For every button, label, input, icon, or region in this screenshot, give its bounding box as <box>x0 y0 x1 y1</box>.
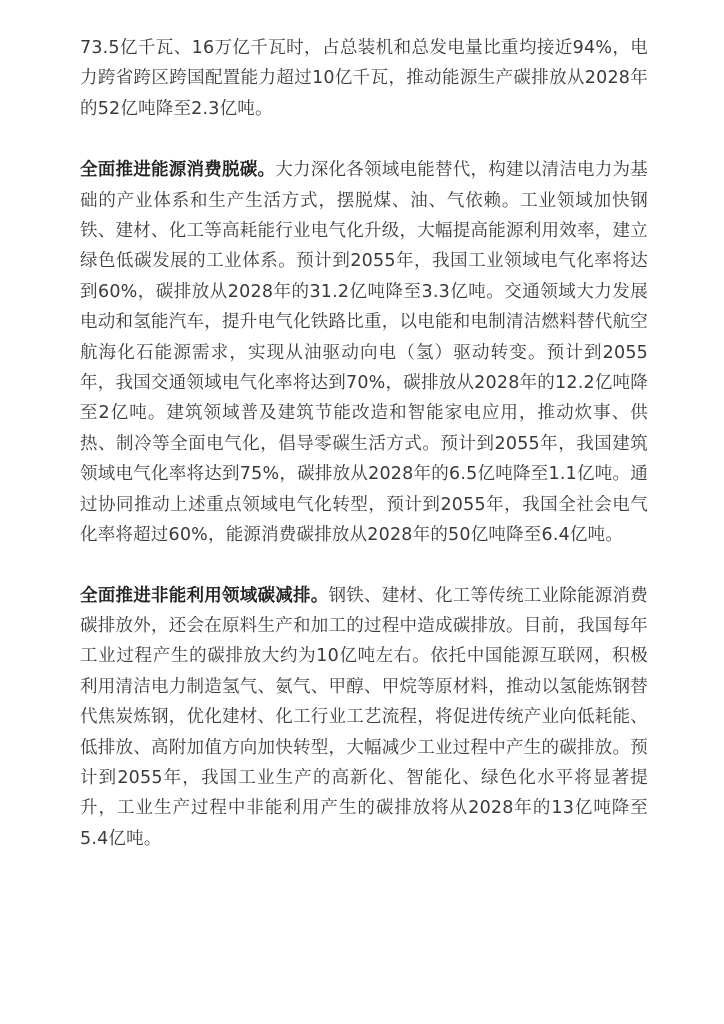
paragraph-text: 73.5亿千瓦、16万亿千瓦时，占总装机和总发电量比重均接近94%，电力跨省跨区跨国配置能力超过10亿千瓦，推动能源生产碳排放从2028年的52亿吨降至2.3亿吨。 <box>80 38 648 119</box>
paragraph-energy-production <box>80 33 648 124</box>
paragraph-text: 钢铁、建材、化工等传统工业除能源消费碳排放外，还会在原料生产和加工的过程中造成碳排放。目前，我国每年工业过程产生的碳排放大约为10亿吨左右。依托中国能源互联网，积极利用清洁电力制造氢气、氨气、甲醇、甲烷等原材料，推动以氢能炼钢替代焦炭炼钢，优化建材、化工行业工艺流程，将促进传统产业向低耗能、低排放、高附加值方向加快转型，大幅减少工业过程中产生的碳排放。预计到2055年，我国工业生产的高新化、智能化、绿色化水平将显著提升，工业生产过程中非能利用产生的碳排放将从2028年的13亿吨降至5.4亿吨。 <box>80 585 648 849</box>
article-body <box>80 33 648 884</box>
paragraph-text: 大力深化各领域电能替代，构建以清洁电力为基础的产业体系和生产生活方式，摆脱煤、油、气依赖。工业领域加快钢铁、建材、化工等高耗能行业电气化升级，大幅提高能源利用效率，建立绿色低碳发展的工业体系。预计到2055年，我国工业领域电气化率将达到60%，碳排放从2028年的31.2亿吨降至3.3亿吨。交通领域大力发展电动和氢能汽车，提升电气化铁路比重，以电能和电制清洁燃料替代航空航海化石能源需求，实现从油驱动向电（氢）驱动转变。预计到2055年，我国交通领域电气化率将达到70%，碳排放从2028年的12.2亿吨降至2亿吨。建筑领域普及建筑节能改造和智能家电应用，推动炊事、供热、制冷等全面电气化，倡导零碳生活方式。预计到2055年，我国建筑领域电气化率将达到75%，碳排放从2028年的6.5亿吨降至1.1亿吨。通过协同推动上述重点领域电气化转型，预计到2055年，我国全社会电气化率将超过60%，能源消费碳排放从2028年的50亿吨降至6.4亿吨。 <box>80 160 648 546</box>
paragraph-heading: 全面推进非能利用领域碳减排。 <box>80 585 329 606</box>
paragraph-non-energy-use <box>80 581 648 855</box>
paragraph-energy-consumption <box>80 155 648 550</box>
paragraph-heading: 全面推进能源消费脱碳。 <box>80 160 276 181</box>
